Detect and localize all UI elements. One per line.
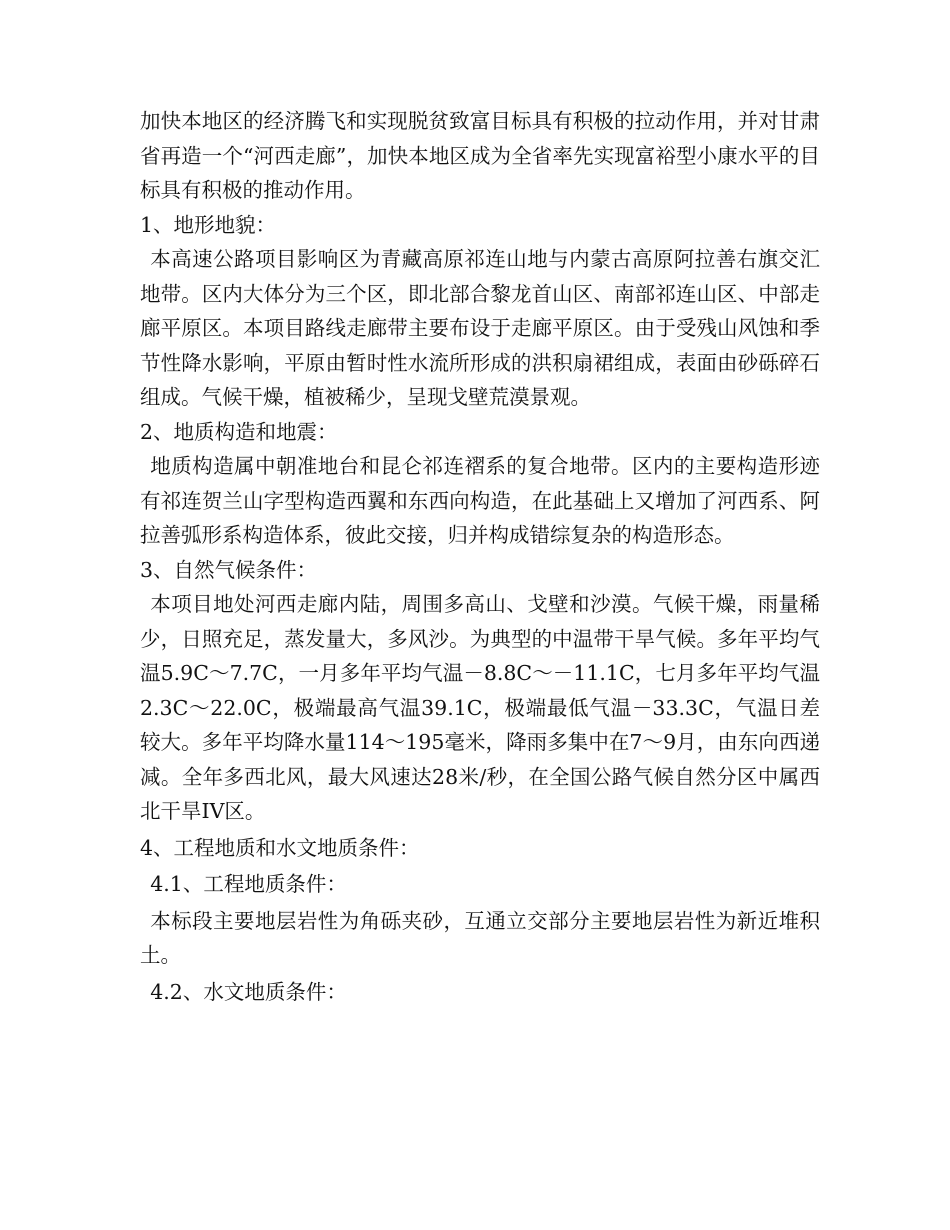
subsection-heading-hydrology: 4.2、水文地质条件： xyxy=(150,979,347,1004)
section-heading-terrain: 1、地形地貌： xyxy=(140,212,277,237)
section-body-terrain: 本高速公路项目影响区为青藏高原祁连山地与内蒙古高原阿拉善右旗交汇地带。区内大体分为三个区，即北部合黎龙首山区、南部祁连山区、中部走廊平原区。本项目路线走廊带主要布设于走廊平原区。由于受残山风蚀和季节性降水影响，平原由暂时性水流所形成的洪积扇裙组成，表面由砂砾碎石组成。气候干燥，植被稀少，呈现戈壁荒漠景观。 xyxy=(140,247,820,409)
section-body-geology: 地质构造属中朝准地台和昆仑祁连褶系的复合地带。区内的主要构造形迹有祁连贺兰山字型构造西翼和东西向构造，在此基础上又增加了河西系、阿拉善弧形系构造体系，彼此交接，归并构成错综复杂的构造形态。 xyxy=(140,454,820,547)
subsection-heading-engineering-geology: 4.1、工程地质条件： xyxy=(150,872,347,896)
section-body-climate: 本项目地处河西走廊内陆，周围多高山、戈壁和沙漠。气候干燥，雨量稀少，日照充足，蒸发量大，多风沙。为典型的中温带干旱气候。多年平均气温5.9C～7.7C，一月多年平均气温－8.8C～－11.1C，七月多年平均气温2.3C～22.0C，极端最高气温39.1C，极端最低气温－33.3C，气温日差较大。多年平均降水量114～195毫米，降雨多集中在7～9月，由东向西递减。全年多西北风，最大风速达28米/秒，在全国公路气候自然分区中属西北干旱IV区。 xyxy=(140,592,820,823)
section-heading-climate: 3、自然气候条件： xyxy=(140,557,318,582)
intro-paragraph: 加快本地区的经济腾飞和实现脱贫致富目标具有积极的拉动作用，并对甘肃省再造一个“河西走廊”，加快本地区成为全省率先实现富裕型小康水平的目标具有积极的推动作用。 xyxy=(140,109,820,202)
subsection-body-engineering-geology: 本标段主要地层岩性为角砾夹砂，互通立交部分主要地层岩性为新近堆积土。 xyxy=(140,908,820,967)
section-heading-hydrogeology: 4、工程地质和水文地质条件： xyxy=(140,835,420,860)
document-page xyxy=(140,104,820,1009)
section-heading-geology: 2、地质构造和地震： xyxy=(140,419,338,444)
